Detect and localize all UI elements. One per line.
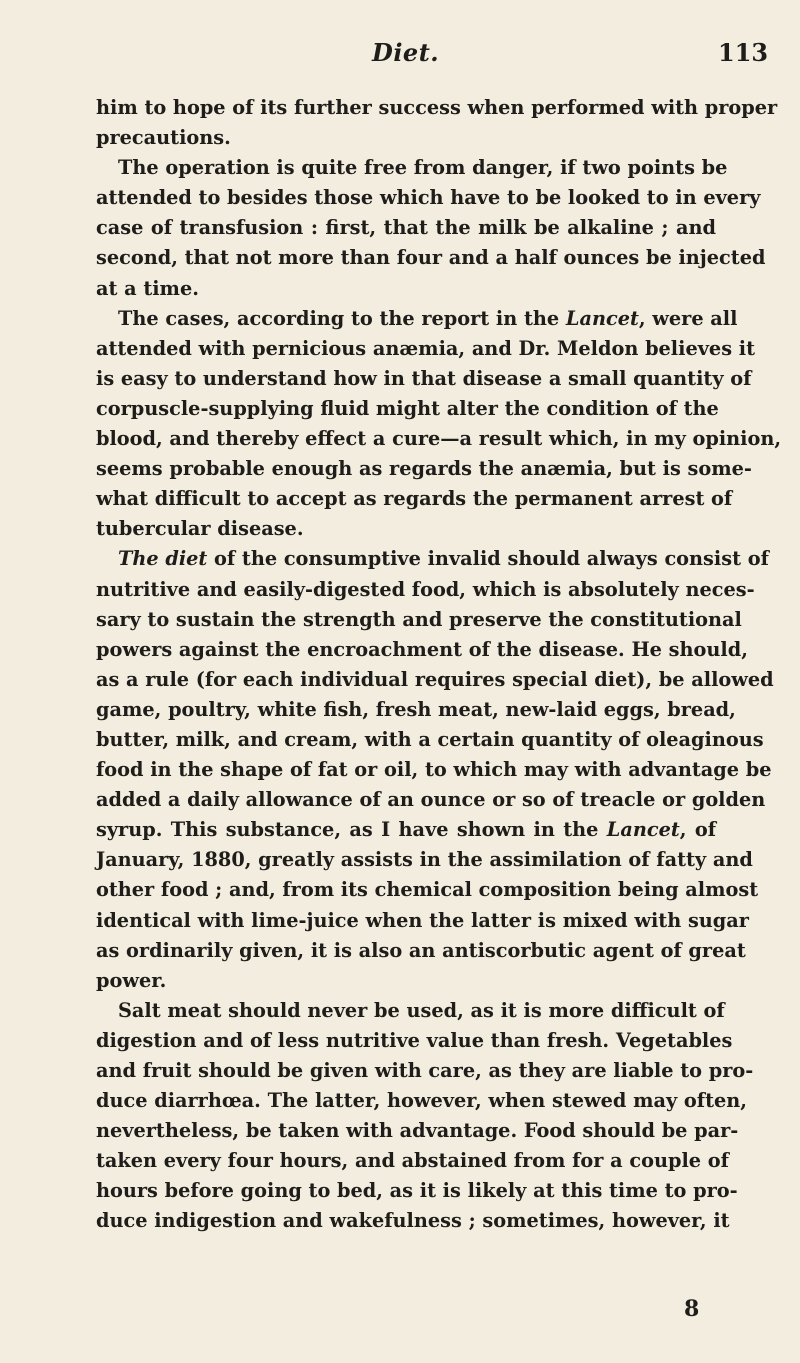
text-line: is easy to understand how in that disease a small quantity of [96, 366, 752, 390]
text-line: syrup. This substance, as I have shown in the Lancet, of [96, 818, 716, 842]
text-line: added a daily allowance of an ounce or so of treacle or golden [96, 788, 766, 812]
body-text [96, 93, 782, 1237]
text-line: him to hope of its further success when performed with proper [96, 96, 778, 119]
text-line: food in the shape of fat or oil, to which may with advantage be [96, 758, 772, 782]
text-line: butter, milk, and cream, with a certain quantity of oleaginous [96, 727, 764, 751]
text-line: The operation is quite free from danger, if two points be [118, 156, 728, 180]
signature-mark: 8 [684, 1296, 700, 1322]
text-line: precautions. [96, 126, 231, 150]
text-line: game, poultry, white fish, fresh meat, new-laid eggs, bread, [96, 697, 736, 721]
text-line: nevertheless, be taken with advantage. Food should be par- [96, 1119, 739, 1143]
text-line: attended to besides those which have to be looked to in every [96, 186, 761, 210]
page-number: 113 [718, 38, 769, 67]
text-line: The diet of the consumptive invalid should always consist of [118, 547, 769, 571]
text-line: digestion and of less nutritive value than fresh. Vegetables [96, 1028, 733, 1052]
text-line: attended with pernicious anæmia, and Dr. Meldon believes it [96, 336, 755, 360]
text-line: nutritive and easily-digested food, which is absolutely neces- [96, 577, 755, 601]
text-line: power. [96, 968, 167, 992]
text-line: as ordinarily given, it is also an antiscorbutic agent of great [96, 938, 746, 962]
text-line: January, 1880, greatly assists in the assimilation of fatty and [96, 848, 753, 872]
text-line: as a rule (for each individual requires special diet), be allowed [96, 667, 774, 691]
text-line: what difficult to accept as regards the permanent arrest of [96, 487, 733, 511]
text-line: powers against the encroachment of the disease. He should, [96, 637, 748, 661]
text-line: other food ; and, from its chemical composition being almost [96, 878, 759, 902]
text-line: taken every four hours, and abstained from for a couple of [96, 1149, 729, 1173]
text-line: sary to sustain the strength and preserve the constitutional [96, 607, 742, 631]
text-line: seems probable enough as regards the anæmia, but is some- [96, 457, 752, 481]
text-line: blood, and thereby effect a cure—a result which, in my opinion, [96, 427, 782, 451]
text-line: corpuscle-supplying fluid might alter the condition of the [96, 396, 719, 420]
text-line: second, that not more than four and a half ounces be injected [96, 246, 766, 270]
text-line: identical with lime-juice when the latter is mixed with sugar [96, 908, 749, 932]
text-line: and fruit should be given with care, as they are liable to pro- [96, 1059, 754, 1082]
text-line: The cases, according to the report in the Lancet, were all [118, 306, 738, 330]
page-header [0, 38, 800, 74]
text-line: duce diarrhœa. The latter, however, when stewed may often, [96, 1089, 747, 1113]
text-line: at a time. [96, 276, 199, 300]
text-line: hours before going to bed, as it is likely at this time to pro- [96, 1179, 738, 1203]
text-line: Salt meat should never be used, as it is more difficult of [118, 998, 725, 1022]
text-line: case of transfusion : first, that the milk be alkaline ; and [96, 216, 716, 240]
text-line: tubercular disease. [96, 517, 304, 541]
running-title: Diet. [372, 38, 440, 67]
text-line: duce indigestion and wakefulness ; sometimes, however, it [96, 1209, 730, 1233]
